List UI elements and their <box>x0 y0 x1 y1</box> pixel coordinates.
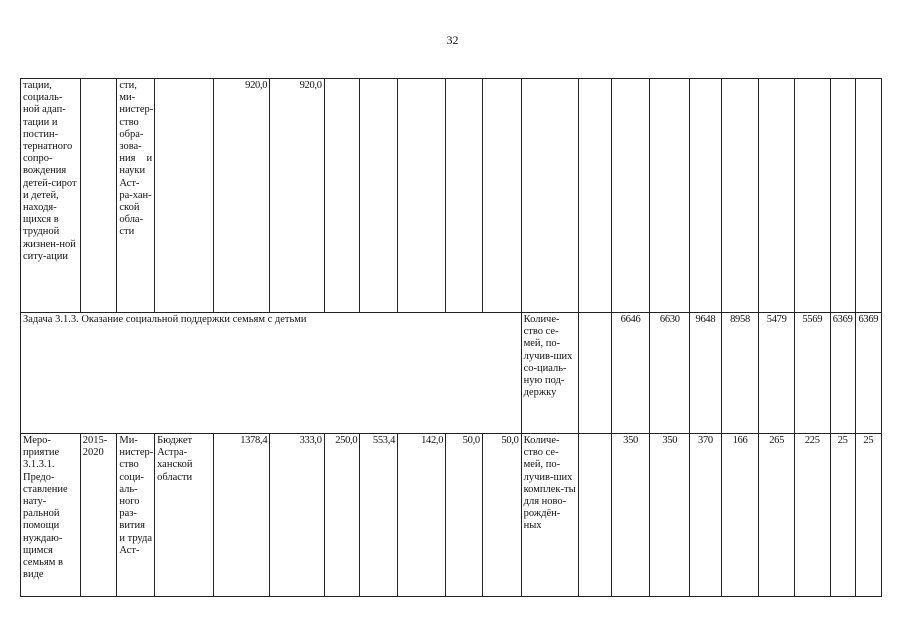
unit-cell <box>579 79 611 313</box>
measure-value-cell: 350 <box>650 434 690 597</box>
task-value-cell: 6630 <box>650 313 690 434</box>
indicator-value-cell <box>759 79 795 313</box>
task-value-cell: 9648 <box>690 313 721 434</box>
measure-value-cell: 265 <box>759 434 795 597</box>
measure-name-cell: тации, социаль-ной адап-тации и постин-тернатного сопро-вождения детей-сирот и детей, находя-щихся в трудной жизнен-ной ситу-ации <box>21 79 81 313</box>
measure-indicator-cell: Количе-ство се-мей, по-лучив-ших комплек-ты для ново-рождён-ных <box>521 434 579 597</box>
indicator-value-cell <box>794 79 830 313</box>
finance-year-cell: 250,0 <box>324 434 360 597</box>
task-indicator-cell: Количе-ство се-мей, по-лучив-ших со-циаль-ную под-держку <box>521 313 579 434</box>
finance-year-cell: 50,0 <box>446 434 483 597</box>
program-table <box>20 78 882 597</box>
source-cell: Бюджет Астра-ханской области <box>155 434 214 597</box>
finance-year-cell <box>398 79 446 313</box>
task-value-cell: 6369 <box>855 313 881 434</box>
measure-value-cell: 350 <box>611 434 650 597</box>
table-row-measure <box>21 434 882 597</box>
finance-year-cell <box>446 79 483 313</box>
task-value-cell: 5569 <box>794 313 830 434</box>
finance-year-cell <box>324 79 360 313</box>
finance-total-cell: 1378,4 <box>213 434 270 597</box>
measure-value-cell: 25 <box>855 434 881 597</box>
measure-value-cell: 25 <box>830 434 855 597</box>
executor-cell: Ми-нистер-ство соци-аль-ного раз-вития и труда Аст- <box>117 434 155 597</box>
period-cell: 2015-2020 <box>80 434 117 597</box>
finance-year-cell <box>482 79 521 313</box>
finance-year-cell: 920,0 <box>270 79 324 313</box>
measure-value-cell: 225 <box>794 434 830 597</box>
executor-cell: сти, ми-нистер-ство обра-зова-ния и науки Аст-ра-хан-ской обла-сти <box>117 79 155 313</box>
indicator-value-cell <box>830 79 855 313</box>
measure-value-cell: 370 <box>690 434 721 597</box>
source-cell <box>155 79 214 313</box>
task-value-cell: 6369 <box>830 313 855 434</box>
task-value-cell: 5479 <box>759 313 795 434</box>
task-value-cell: 6646 <box>611 313 650 434</box>
indicator-value-cell <box>690 79 721 313</box>
task-title-cell: Задача 3.1.3. Оказание социальной поддержки семьям с детьми <box>21 313 522 434</box>
indicator-value-cell <box>650 79 690 313</box>
finance-total-cell: 920,0 <box>213 79 270 313</box>
table-row-task <box>21 313 882 434</box>
finance-year-cell: 333,0 <box>270 434 324 597</box>
finance-year-cell <box>360 79 398 313</box>
indicator-value-cell <box>855 79 881 313</box>
indicator-value-cell <box>721 79 759 313</box>
unit-cell <box>579 313 611 434</box>
table-row-continued <box>21 79 882 313</box>
finance-year-cell: 50,0 <box>482 434 521 597</box>
page-number: 32 <box>446 33 459 47</box>
measure-name-cell: Меро-приятие 3.1.3.1. Предо-ставление нату-ральной помощи нуждаю-щимся семьям в виде <box>21 434 81 597</box>
finance-year-cell: 553,4 <box>360 434 398 597</box>
finance-year-cell: 142,0 <box>398 434 446 597</box>
unit-cell <box>579 434 611 597</box>
indicator-value-cell <box>611 79 650 313</box>
measure-value-cell: 166 <box>721 434 759 597</box>
period-cell <box>80 79 117 313</box>
indicator-cell <box>521 79 579 313</box>
task-value-cell: 8958 <box>721 313 759 434</box>
